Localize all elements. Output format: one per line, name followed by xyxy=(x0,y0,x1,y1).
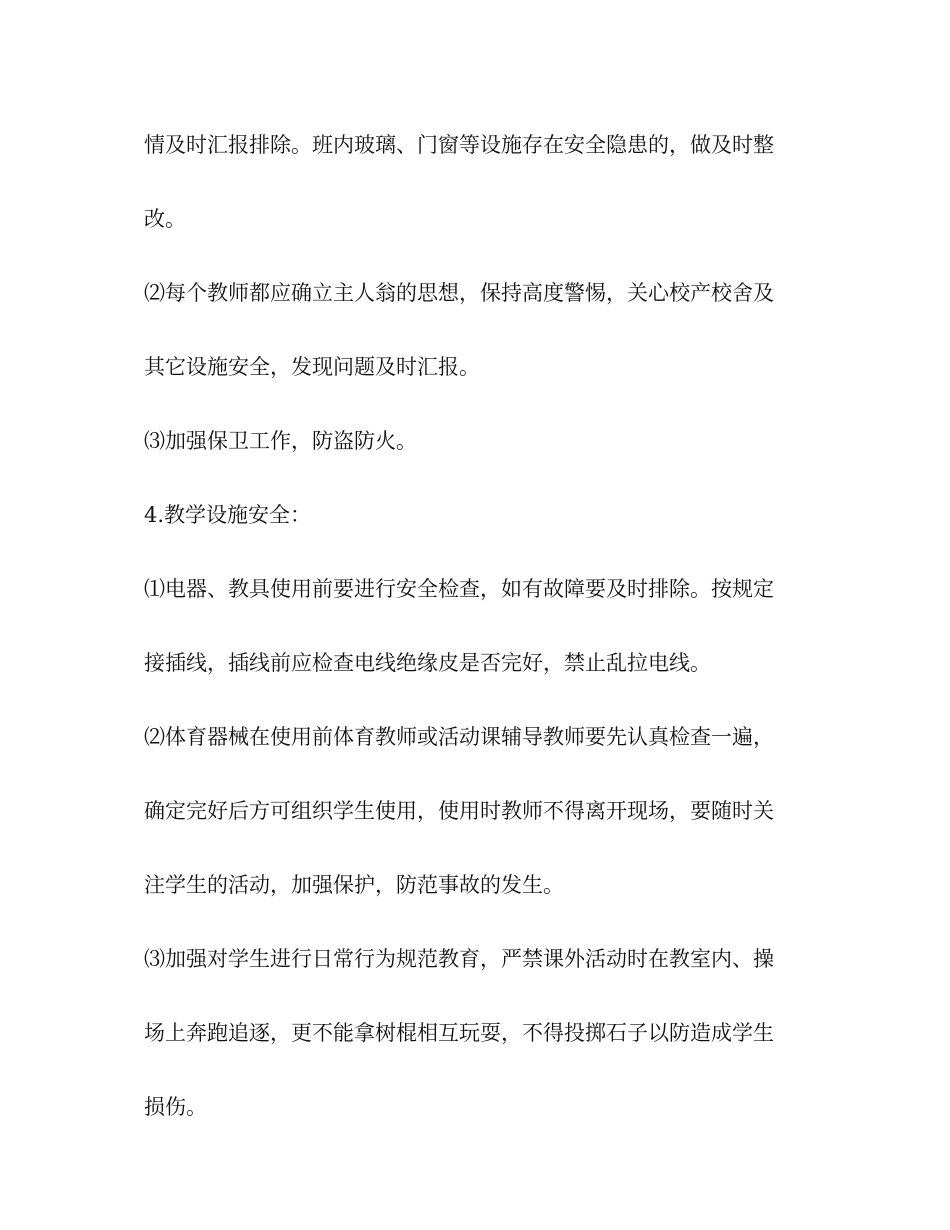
text-line: 其它设施安全，发现问题及时汇报。 xyxy=(144,355,480,379)
text-line: 场上奔跑追逐，更不能拿树棍相互玩耍，不得投掷石子以防造成学生 xyxy=(144,1021,774,1045)
text-line: 确定完好后方可组织学生使用，使用时教师不得离开现场，要随时关 xyxy=(144,799,774,823)
section-heading: 4.教学设施安全： xyxy=(144,503,312,527)
text-line: 情及时汇报排除。班内玻璃、门窗等设施存在安全隐患的，做及时整 xyxy=(144,133,774,157)
text-line: ⑵每个教师都应确立主人翁的思想，保持高度警惕，关心校产校舍及 xyxy=(144,281,774,305)
text-line: ⑵体育器械在使用前体育教师或活动课辅导教师要先认真检查一遍， xyxy=(144,725,774,749)
text-line: 损伤。 xyxy=(144,1095,207,1119)
text-line: 接插线，插线前应检查电线绝缘皮是否完好，禁止乱拉电线。 xyxy=(144,651,711,675)
document-body xyxy=(144,108,809,1144)
text-line: 注学生的活动，加强保护，防范事故的发生。 xyxy=(144,873,564,897)
text-line: ⑶加强保卫工作，防盗防火。 xyxy=(144,429,417,453)
text-line: ⑴电器、教具使用前要进行安全检查，如有故障要及时排除。按规定 xyxy=(144,577,774,601)
text-line: ⑶加强对学生进行日常行为规范教育，严禁课外活动时在教室内、操 xyxy=(144,947,774,971)
text-line: 改。 xyxy=(144,207,186,231)
